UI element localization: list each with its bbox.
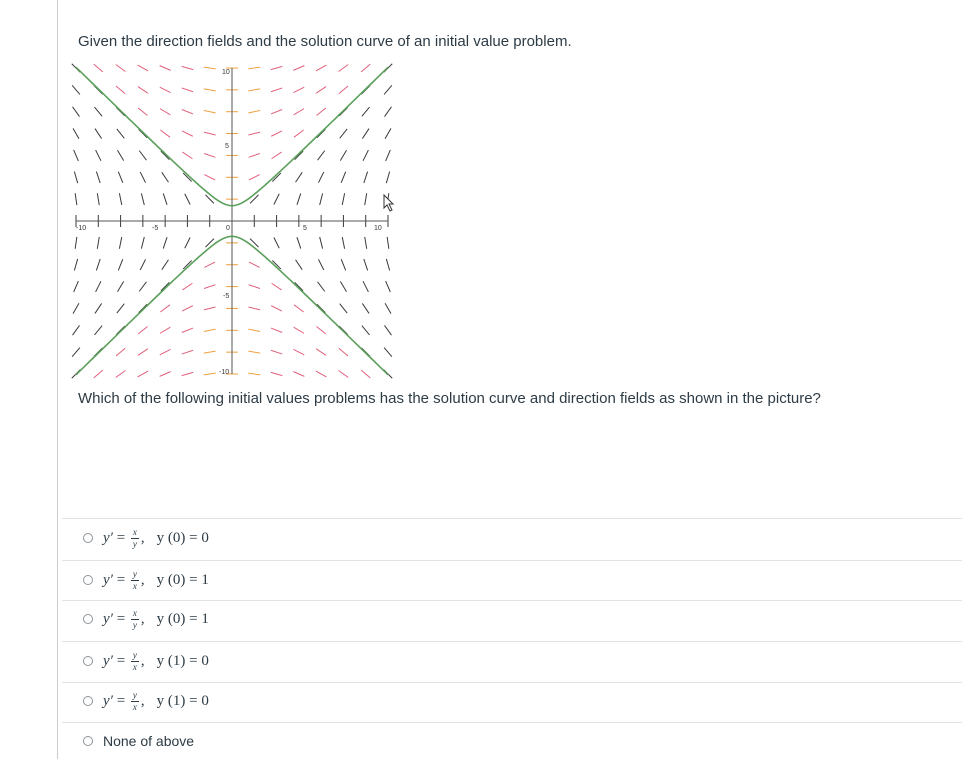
field-segment (384, 85, 392, 94)
field-segment (294, 305, 304, 312)
answer-option-4[interactable] (62, 644, 952, 678)
field-segment (182, 350, 193, 354)
field-segment (75, 237, 77, 249)
field-segment (385, 107, 392, 117)
tick-label-y-neg5: -5 (223, 293, 230, 300)
field-segment (139, 151, 146, 161)
field-segment (185, 237, 190, 248)
field-segment (117, 129, 124, 138)
field-segment (362, 129, 369, 139)
field-segment (271, 131, 282, 136)
field-segment (385, 303, 391, 313)
answer-label: None of above (103, 733, 195, 749)
field-segment (73, 325, 80, 335)
field-segment (204, 89, 216, 91)
tick-label-x-pos5: 5 (303, 225, 307, 232)
field-segment (294, 109, 304, 115)
field-segment (387, 237, 389, 249)
tick-label-x-min: -10 (76, 225, 87, 232)
field-segment (339, 348, 348, 356)
field-segment (141, 193, 144, 205)
field-segment (160, 349, 171, 354)
field-segment (138, 349, 148, 356)
field-segment (118, 259, 122, 270)
answer-option-6[interactable] (62, 724, 952, 758)
field-segment (339, 65, 349, 72)
field-segment (365, 237, 367, 249)
question-text: Which of the following initial values problems has the solution curve and direction fields as shown in the picture? (78, 390, 821, 407)
field-segment (271, 88, 282, 92)
field-segment (185, 194, 190, 205)
field-segment (362, 326, 370, 335)
field-segment (339, 371, 349, 378)
field-segment (97, 193, 99, 205)
field-segment (293, 372, 304, 377)
radio-button[interactable] (83, 614, 93, 624)
field-segment (249, 285, 260, 289)
field-segment (138, 371, 148, 377)
field-segment (316, 108, 325, 115)
field-segment (297, 193, 301, 204)
question-intro: Given the direction fields and the solution curve of an initial value problem. (78, 33, 572, 50)
field-segment (340, 281, 346, 291)
field-segment (274, 237, 279, 248)
field-segment (297, 237, 301, 248)
field-segment (97, 237, 99, 249)
field-segment (182, 372, 194, 375)
field-segment (96, 259, 100, 270)
field-segment (163, 237, 167, 248)
field-segment (204, 262, 215, 267)
field-segment (74, 150, 79, 161)
field-segment (274, 194, 279, 205)
field-segment (138, 327, 147, 334)
answer-option-2[interactable] (62, 563, 952, 597)
field-segment (248, 373, 260, 375)
direction-field-figure (70, 62, 396, 380)
field-segment (138, 87, 148, 94)
left-border (57, 0, 58, 759)
answer-math: y′ = $\frac{y}{x}$ , y (0) = 1 (103, 568, 209, 591)
field-segment (72, 85, 80, 94)
field-segment (294, 327, 304, 333)
field-segment (140, 172, 145, 183)
field-segment (293, 66, 304, 71)
field-segment (117, 281, 123, 291)
field-segment (141, 237, 144, 249)
field-segment (248, 89, 260, 91)
field-segment (293, 87, 304, 92)
field-segment (138, 65, 148, 71)
field-segment (162, 172, 169, 182)
field-segment (386, 172, 389, 184)
field-segment (296, 260, 303, 270)
field-segment (272, 283, 282, 290)
field-segment (340, 304, 347, 313)
field-segment (162, 260, 169, 270)
field-segment (119, 193, 121, 205)
field-segment (316, 349, 326, 356)
field-segment (96, 172, 100, 183)
field-segment (117, 304, 124, 313)
field-segment (362, 303, 369, 313)
answer-divider (62, 560, 962, 561)
field-segment (361, 370, 370, 378)
field-segment (318, 151, 325, 161)
answer-divider (62, 722, 962, 723)
field-segment (116, 371, 126, 378)
field-segment (118, 172, 122, 183)
field-segment (318, 172, 323, 183)
field-segment (249, 154, 260, 158)
field-segment (140, 259, 145, 270)
field-segment (95, 303, 102, 313)
field-segment (317, 129, 325, 137)
field-segment (74, 281, 79, 292)
field-segment (182, 283, 192, 290)
field-segment (204, 132, 216, 135)
answer-divider (62, 600, 962, 601)
field-segment (75, 193, 77, 205)
answer-option-3[interactable] (62, 602, 952, 636)
field-segment (139, 129, 147, 137)
field-segment (96, 281, 101, 292)
field-segment (339, 86, 348, 94)
field-segment (248, 351, 260, 353)
field-segment (96, 150, 101, 161)
field-segment (363, 150, 368, 161)
field-segment (74, 259, 77, 271)
field-segment (316, 327, 325, 334)
field-segment (248, 132, 260, 135)
field-segment (363, 281, 368, 292)
tick-label-x-max: 10 (374, 225, 382, 232)
field-segment (342, 237, 344, 249)
tick-label-y-min: -10 (219, 369, 230, 376)
field-segment (204, 67, 216, 69)
answer-option-1[interactable] (62, 521, 952, 555)
field-segment (318, 282, 325, 292)
answer-option-5[interactable] (62, 684, 952, 718)
field-segment (317, 304, 325, 312)
field-segment (293, 349, 304, 354)
field-segment (182, 328, 193, 332)
field-segment (342, 193, 344, 205)
field-segment (72, 348, 80, 357)
field-segment (362, 107, 370, 116)
radio-button[interactable] (83, 533, 93, 543)
field-segment (160, 327, 170, 333)
answer-math: y′ = $\frac{x}{y}$ , y (0) = 0 (103, 526, 209, 549)
field-segment (95, 129, 102, 139)
field-segment (272, 152, 282, 159)
field-segment (94, 370, 103, 378)
field-segment (160, 130, 170, 137)
radio-button[interactable] (83, 696, 93, 706)
field-segment (318, 259, 323, 270)
radio-button[interactable] (83, 736, 93, 746)
field-segment (249, 175, 260, 180)
field-segment (385, 128, 391, 138)
radio-button[interactable] (83, 575, 93, 585)
field-segment (271, 109, 282, 113)
field-segment (271, 328, 282, 332)
field-segment (385, 325, 392, 335)
field-segment (182, 306, 193, 311)
field-segment (364, 172, 368, 183)
field-segment (138, 108, 147, 115)
field-segment (204, 329, 216, 331)
field-segment (94, 326, 102, 335)
field-segment (248, 67, 260, 69)
field-segment (116, 348, 125, 356)
field-segment (340, 150, 346, 160)
field-segment (73, 303, 79, 313)
field-segment (139, 282, 146, 292)
field-segment (160, 109, 170, 115)
field-segment (271, 372, 283, 375)
field-segment (316, 371, 326, 377)
field-segment (116, 86, 125, 94)
answer-divider (62, 518, 962, 519)
field-segment (163, 193, 167, 204)
field-segment (182, 152, 192, 159)
field-segment (94, 107, 102, 116)
answer-divider (62, 682, 962, 683)
field-segment (182, 109, 193, 113)
field-segment (204, 285, 215, 289)
field-segment (248, 111, 260, 113)
field-segment (340, 129, 347, 138)
field-segment (160, 372, 171, 377)
answer-math: y′ = $\frac{y}{x}$ , y (1) = 0 (103, 649, 209, 672)
answer-math: y′ = $\frac{x}{y}$ , y (0) = 1 (103, 607, 209, 630)
field-segment (365, 193, 367, 205)
field-segment (204, 307, 216, 310)
field-segment (320, 237, 323, 249)
field-segment (116, 65, 126, 72)
field-segment (204, 373, 216, 375)
field-segment (341, 172, 345, 183)
field-segment (271, 66, 283, 69)
field-segment (182, 66, 194, 69)
field-segment (139, 304, 147, 312)
field-segment (316, 65, 326, 71)
field-segment (320, 193, 323, 205)
field-segment (160, 66, 171, 71)
field-segment (384, 348, 392, 357)
radio-button[interactable] (83, 656, 93, 666)
answer-divider (62, 641, 962, 642)
answer-math: y′ = $\frac{y}{x}$ , y (1) = 0 (103, 689, 209, 712)
field-segment (294, 130, 304, 137)
field-segment (73, 128, 79, 138)
field-segment (248, 307, 260, 310)
field-segment (182, 88, 193, 92)
field-segment (204, 154, 215, 158)
tick-label-y-max: 10 (222, 69, 230, 76)
field-segment (117, 150, 123, 160)
tick-label-y-pos5: 5 (225, 143, 229, 150)
field-segment (271, 350, 282, 354)
field-segment (249, 262, 260, 267)
field-segment (296, 172, 303, 182)
field-segment (361, 64, 370, 72)
field-segment (386, 259, 389, 271)
field-segment (204, 175, 215, 180)
field-segment (271, 306, 282, 311)
field-segment (386, 150, 391, 161)
field-segment (182, 131, 193, 136)
field-segment (364, 259, 368, 270)
field-segment (341, 259, 345, 270)
tick-label-x-neg5: -5 (152, 225, 159, 232)
field-segment (248, 329, 260, 331)
field-segment (204, 351, 216, 353)
tick-label-x-zero: 0 (226, 225, 230, 232)
field-segment (119, 237, 121, 249)
field-segment (160, 87, 171, 92)
field-segment (73, 107, 80, 117)
field-segment (74, 172, 77, 184)
field-segment (160, 305, 170, 312)
field-segment (94, 64, 103, 72)
field-segment (386, 281, 391, 292)
field-segment (204, 111, 216, 113)
field-segment (316, 87, 326, 94)
